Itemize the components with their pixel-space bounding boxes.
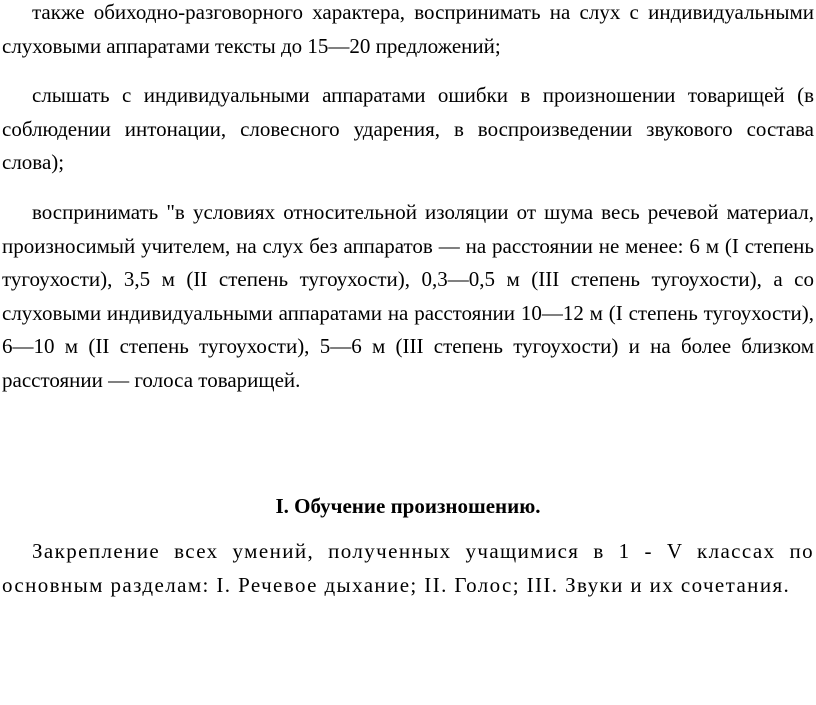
section-paragraph: Закрепление всех умений, полученных учащимися в 1 - V классах по основным разделам: I. Речевое дыхание; II. Голос; III. Звуки и их сочетания. [2, 539, 814, 597]
paragraph-perception-distances: воспринимать "в условиях относительной изоляции от шума весь речевой материал, произносимый учителем, на слух без аппаратов — на расстоянии не менее: 6 м (I степень тугоухости), 3,5 м (II степень тугоухости), 0,3—0,5 м (III степень тугоухости), а со слуховыми индивидуальными аппаратами на расстоянии 10—12 м (I степень тугоухости), 6—10 м (II степень тугоухости), 5—6 м (III степень тугоухости) и на более близком расстоянии — голоса товарищей. [2, 200, 814, 392]
paragraph-listening-texts: также обиходно-разговорного характера, воспринимать на слух с индивидуальными слуховыми аппаратами тексты до 15—20 предложений; [2, 0, 814, 58]
section-heading: I. Обучение произношению. [275, 494, 541, 518]
paragraph-hearing-errors: слышать с индивидуальными аппаратами ошибки в произношении товарищей (в соблюдении интонации, словесного ударения, в воспроизведении звукового состава слова); [2, 83, 814, 174]
